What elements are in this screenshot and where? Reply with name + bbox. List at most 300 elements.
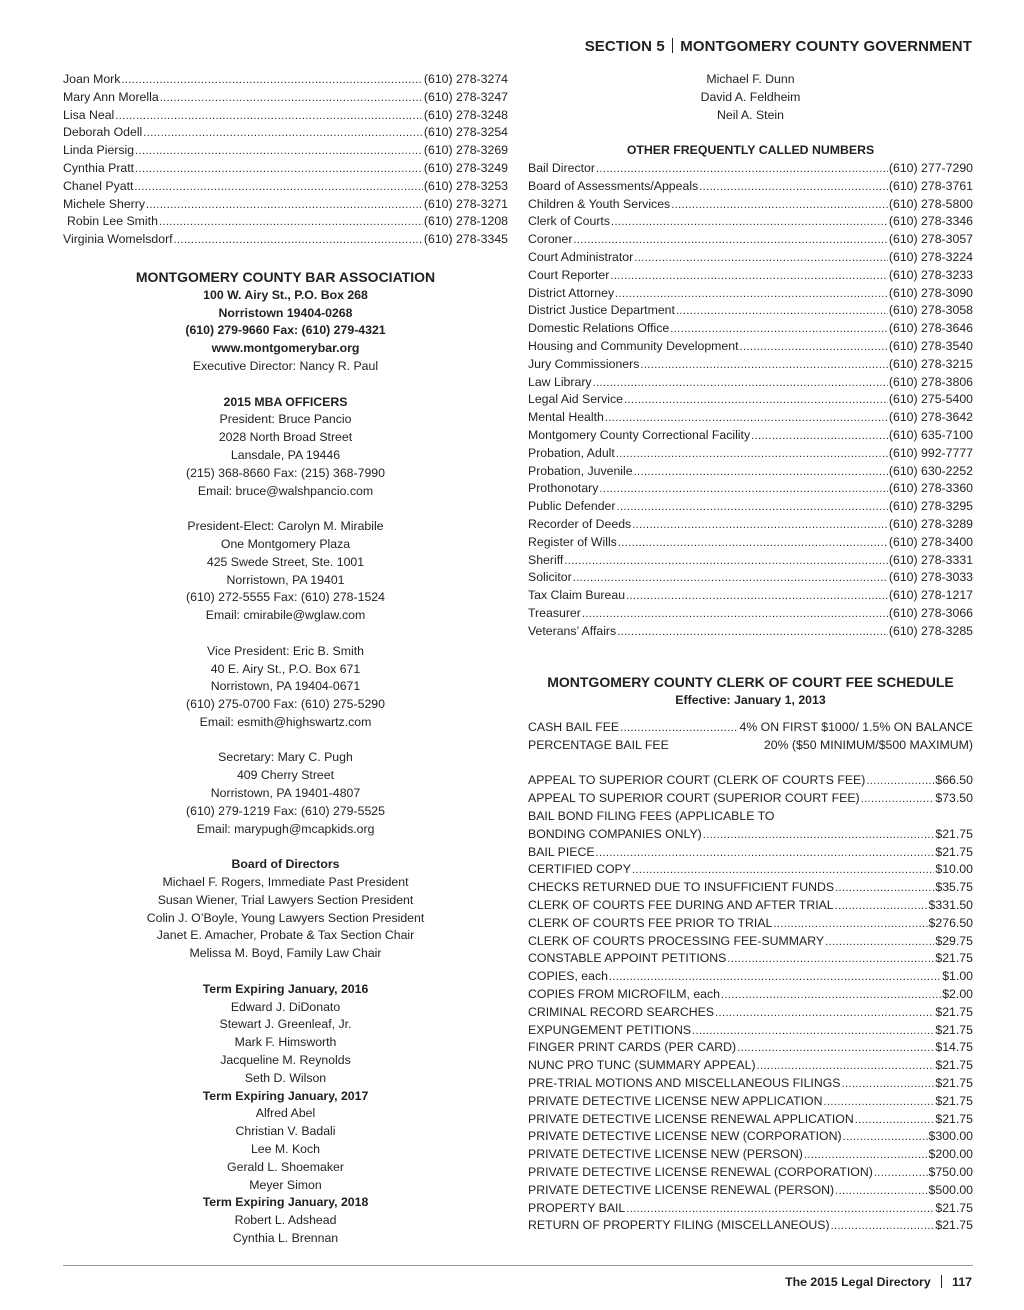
entry-name: CLERK OF COURTS FEE DURING AND AFTER TRIAL <box>528 898 834 913</box>
staff-row <box>63 107 508 125</box>
entry-value: $73.50 <box>935 791 973 806</box>
dot-leader <box>824 1094 935 1111</box>
entry-name: NUNC PRO TUNC (SUMMARY APPEAL) <box>528 1058 756 1073</box>
entry-value: (610) 278-3253 <box>423 178 508 193</box>
footer-rule <box>63 1265 973 1266</box>
entry-name: COPIES, each <box>528 969 608 984</box>
entry-value: (610) 278-3345 <box>423 232 508 247</box>
entry-value: (610) 635-7100 <box>888 427 973 442</box>
entry-name: Robin Lee Smith <box>67 214 158 229</box>
entry-value: (610) 278-3215 <box>888 356 973 371</box>
staff-row <box>63 89 508 107</box>
dot-leader <box>703 827 935 844</box>
text-line: Neil A. Stein <box>717 107 784 122</box>
entry-value: (610) 278-3271 <box>423 196 508 211</box>
dot-leader <box>617 499 888 516</box>
fee-row <box>528 861 973 879</box>
staff-row <box>63 196 508 214</box>
dot-leader <box>715 1005 934 1022</box>
text-line: President-Elect: Carolyn M. Mirabile <box>187 519 384 534</box>
fee-row <box>528 915 973 933</box>
entry-name: PRIVATE DETECTIVE LICENSE NEW (PERSON) <box>528 1147 803 1162</box>
entry-value: $21.75 <box>935 826 973 841</box>
entry-value: (610) 278-3247 <box>423 89 508 104</box>
dot-leader <box>835 898 928 915</box>
dot-leader <box>737 1040 934 1057</box>
entry-value: $500.00 <box>928 1182 973 1197</box>
fee-row <box>528 1128 973 1146</box>
dot-leader <box>632 862 934 879</box>
staff-row <box>63 124 508 142</box>
entry-value: $2.00 <box>942 987 973 1002</box>
fee-list-2 <box>528 826 973 1235</box>
dot-leader <box>121 72 422 89</box>
dot-leader <box>624 392 888 409</box>
other-numbers-list <box>528 160 973 641</box>
phone-row <box>528 534 973 552</box>
fee-value: 20% ($50 MINIMUM/$500 MAXIMUM) <box>763 737 973 752</box>
text-line: David A. Feldheim <box>700 89 801 104</box>
fee-row <box>528 844 973 862</box>
entry-value: (610) 278-3806 <box>888 374 973 389</box>
fee-schedule-effective: Effective: January 1, 2013 <box>675 693 826 708</box>
dot-leader <box>146 197 423 214</box>
fee-row <box>528 968 973 986</box>
fee-row <box>528 950 973 968</box>
entry-value: $21.75 <box>935 1093 973 1108</box>
text-line: 40 E. Airy St., P.O. Box 671 <box>210 661 361 676</box>
entry-name: Domestic Relations Office <box>528 321 670 336</box>
dot-leader <box>160 90 423 107</box>
dot-leader <box>616 446 888 463</box>
entry-name: Children & Youth Services <box>528 196 671 211</box>
phone-row <box>528 587 973 605</box>
fee-row <box>528 1217 973 1235</box>
entry-value: (610) 278-3274 <box>423 72 508 86</box>
entry-name: APPEAL TO SUPERIOR COURT (CLERK OF COURTS FEE) <box>528 773 866 788</box>
entry-name: CONSTABLE APPOINT PETITIONS <box>528 951 727 966</box>
dot-leader <box>835 880 934 897</box>
dot-leader <box>610 268 888 285</box>
dot-leader <box>855 1112 935 1129</box>
staff-row <box>63 178 508 196</box>
officer-president <box>63 411 508 500</box>
entry-name: Clerk of Courts <box>528 214 611 229</box>
entry-value: $21.75 <box>935 1004 973 1019</box>
phone-row <box>528 302 973 320</box>
entry-name: Probation, Adult <box>528 445 615 460</box>
phone-row <box>528 391 973 409</box>
entry-name: Michele Sherry <box>63 196 146 211</box>
text-line: Jacqueline M. Reynolds <box>220 1053 351 1068</box>
entry-value: (610) 278-3285 <box>888 623 973 638</box>
entry-value: (610) 278-1217 <box>888 588 973 603</box>
entry-value: $276.50 <box>928 915 973 930</box>
entry-value: $21.75 <box>935 1200 973 1215</box>
dot-leader <box>874 1165 928 1182</box>
board-members <box>63 874 508 963</box>
entry-name: Lisa Neal <box>63 107 115 122</box>
text-line: Vice President: Eric B. Smith <box>207 643 364 658</box>
dot-leader <box>773 916 927 933</box>
fee-name: CASH BAIL FEE <box>528 720 620 735</box>
entry-name: CRIMINAL RECORD SEARCHES <box>528 1004 715 1019</box>
officers-title: 2015 MBA OFFICERS <box>223 394 348 409</box>
text-line: Norristown, PA 19401 <box>226 572 345 587</box>
fee-row <box>528 772 973 790</box>
phone-row <box>528 463 973 481</box>
entry-name: District Justice Department <box>528 303 675 318</box>
dot-leader <box>605 410 888 427</box>
entry-value: (610) 278-3540 <box>888 338 973 353</box>
phone-row <box>528 623 973 641</box>
fee-row <box>528 1039 973 1057</box>
entry-value: (610) 278-3254 <box>423 125 508 140</box>
dot-leader <box>599 481 887 498</box>
entry-value: (610) 278-3646 <box>888 321 973 336</box>
entry-value: $21.75 <box>935 1058 973 1073</box>
phone-row <box>528 480 973 498</box>
page-header <box>585 38 972 55</box>
entry-value: (610) 278-3249 <box>423 160 508 175</box>
entry-value: (610) 278-3058 <box>888 303 973 318</box>
footer-divider <box>941 1275 943 1288</box>
entry-name: Recorder of Deeds <box>528 516 632 531</box>
officer-president-elect <box>63 518 508 625</box>
fee-row <box>528 790 973 808</box>
fee-row <box>528 1075 973 1093</box>
text-line: Email: esmith@highswartz.com <box>199 714 372 729</box>
term-2016-members <box>63 999 508 1088</box>
dot-leader <box>825 934 934 951</box>
entry-name: BONDING COMPANIES ONLY) <box>528 826 702 841</box>
entry-value: (610) 278-3066 <box>888 605 973 620</box>
entry-value: (610) 278-3346 <box>888 214 973 229</box>
entry-name: PRE-TRIAL MOTIONS AND MISCELLANEOUS FILINGS <box>528 1076 841 1091</box>
entry-value: (610) 275-5400 <box>888 392 973 407</box>
entry-name: Chanel Pyatt <box>63 178 134 193</box>
dot-leader <box>615 286 888 303</box>
phone-row <box>528 516 973 534</box>
entry-name: Public Defender <box>528 499 616 514</box>
entry-name: Joan Mork <box>63 72 121 86</box>
phone-row <box>528 249 973 267</box>
text-line: Janet E. Amacher, Probate & Tax Section Chair <box>156 928 415 943</box>
fee-row <box>528 826 973 844</box>
dot-leader <box>676 303 888 320</box>
phone-row <box>528 267 973 285</box>
right-column <box>528 71 973 1235</box>
entry-value: $21.75 <box>935 844 973 859</box>
dot-leader <box>582 606 888 623</box>
text-line: Michael F. Dunn <box>706 72 795 86</box>
entry-value: (610) 278-3642 <box>888 410 973 425</box>
dot-leader <box>804 1147 928 1164</box>
bar-website: www.montgomerybar.org <box>211 341 360 356</box>
dot-leader <box>573 570 888 587</box>
entry-value: (610) 278-3400 <box>888 534 973 549</box>
entry-name: CLERK OF COURTS FEE PRIOR TO TRIAL <box>528 915 773 930</box>
entry-name: Virginia Womelsdorf <box>63 232 173 247</box>
text-line: One Montgomery Plaza <box>220 536 351 551</box>
text-line: Robert L. Adshead <box>234 1213 337 1228</box>
fee-row <box>528 1022 973 1040</box>
dot-leader <box>609 969 941 986</box>
phone-row <box>528 552 973 570</box>
dot-leader <box>611 214 888 231</box>
phone-row <box>528 285 973 303</box>
dot-leader <box>692 1023 934 1040</box>
entry-name: Sheriff <box>528 552 564 567</box>
staff-row <box>63 71 508 89</box>
dot-leader <box>699 179 888 196</box>
fee-value: 4% ON FIRST $1000/ 1.5% ON BALANCE <box>739 720 973 735</box>
text-line: President: Bruce Pancio <box>219 412 352 427</box>
fee-row <box>528 986 973 1004</box>
entry-name: PRIVATE DETECTIVE LICENSE RENEWAL APPLICATION <box>528 1111 854 1126</box>
text-line: Gerald L. Shoemaker <box>227 1159 344 1174</box>
entry-value: $21.75 <box>935 1022 973 1037</box>
entry-name: COPIES FROM MICROFILM, each <box>528 987 720 1002</box>
entry-name: Housing and Community Development <box>528 338 739 353</box>
other-numbers-title: OTHER FREQUENTLY CALLED NUMBERS <box>626 143 875 158</box>
fee-row <box>528 1200 973 1218</box>
fee-row <box>528 1057 973 1075</box>
text-line: (610) 279-1219 Fax: (610) 279-5525 <box>186 803 385 818</box>
dot-leader <box>740 339 888 356</box>
dot-leader <box>632 517 888 534</box>
fee-list-1 <box>528 772 973 808</box>
text-line: 2028 North Broad Street <box>218 430 353 445</box>
phone-row <box>528 409 973 427</box>
entry-value: (610) 278-3761 <box>888 178 973 193</box>
dot-leader <box>135 161 423 178</box>
dot-leader <box>861 791 935 808</box>
officer-vice-president <box>63 643 508 732</box>
entry-value: $14.75 <box>935 1040 973 1055</box>
text-line: Norristown, PA 19401-4807 <box>210 786 361 801</box>
dot-leader <box>620 720 738 737</box>
page-number: 117 <box>952 1275 972 1289</box>
bail-bond-line: BAIL BOND FILING FEES (APPLICABLE TO <box>528 809 775 824</box>
text-line: Lansdale, PA 19446 <box>230 447 341 462</box>
entry-value: (610) 278-3269 <box>423 143 508 158</box>
entry-name: APPEAL TO SUPERIOR COURT (SUPERIOR COURT FEE) <box>528 791 860 806</box>
entry-name: Jury Commissioners <box>528 356 640 371</box>
entry-name: Prothonotary <box>528 481 599 496</box>
footer-title: The 2015 Legal Directory <box>785 1275 931 1289</box>
dot-leader <box>670 321 888 338</box>
entry-value: (610) 278-3033 <box>888 570 973 585</box>
dot-leader <box>573 232 887 249</box>
entry-value: $21.75 <box>935 1218 973 1233</box>
entry-name: RETURN OF PROPERTY FILING (MISCELLANEOUS) <box>528 1218 830 1233</box>
text-line: (610) 272-5555 Fax: (610) 278-1524 <box>186 590 385 605</box>
page-footer <box>785 1275 972 1289</box>
entry-value: (610) 278-5800 <box>888 196 973 211</box>
entry-name: BAIL PIECE <box>528 844 595 859</box>
fee-row <box>528 879 973 897</box>
term-2017-title: Term Expiring January, 2017 <box>202 1088 369 1103</box>
text-line: Alfred Abel <box>255 1106 316 1121</box>
dot-leader <box>727 951 934 968</box>
entry-name: PRIVATE DETECTIVE LICENSE NEW (CORPORATION) <box>528 1129 842 1144</box>
dot-leader <box>596 161 888 178</box>
fee-row <box>528 933 973 951</box>
dot-leader <box>174 232 423 249</box>
entry-name: Board of Assessments/Appeals <box>528 178 699 193</box>
entry-name: CHECKS RETURNED DUE TO INSUFFICIENT FUNDS <box>528 880 835 895</box>
term-2018-title: Term Expiring January, 2018 <box>202 1195 369 1210</box>
dot-leader <box>115 108 423 125</box>
entry-value: (610) 278-3295 <box>888 499 973 514</box>
entry-value: $29.75 <box>935 933 973 948</box>
entry-value: (610) 278-3360 <box>888 481 973 496</box>
entry-name: Montgomery County Correctional Facility <box>528 427 751 442</box>
entry-value: $10.00 <box>935 862 973 877</box>
left-column <box>63 71 508 1248</box>
entry-name: Probation, Juvenile <box>528 463 633 478</box>
text-line: Edward J. DiDonato <box>230 999 341 1014</box>
phone-row <box>528 356 973 374</box>
phone-row <box>528 196 973 214</box>
entry-name: CLERK OF COURTS PROCESSING FEE-SUMMARY <box>528 933 825 948</box>
bar-executive-director: Executive Director: Nancy R. Paul <box>192 358 379 373</box>
dot-leader <box>640 357 888 374</box>
dot-leader <box>757 1058 935 1075</box>
entry-name: Mary Ann Morella <box>63 89 159 104</box>
entry-value: (610) 278-3289 <box>888 516 973 531</box>
entry-value: $21.75 <box>935 951 973 966</box>
text-line: Mark F. Himsworth <box>234 1035 337 1050</box>
phone-row <box>528 498 973 516</box>
phone-row <box>528 445 973 463</box>
dot-leader <box>831 1218 935 1235</box>
entry-value: $21.75 <box>935 1111 973 1126</box>
entry-value: $200.00 <box>928 1147 973 1162</box>
fee-row <box>528 1004 973 1022</box>
phone-row <box>528 160 973 178</box>
entry-name: PRIVATE DETECTIVE LICENSE NEW APPLICATION <box>528 1093 823 1108</box>
entry-value: (610) 278-3233 <box>888 267 973 282</box>
bar-address-1: 100 W. Airy St., P.O. Box 268 <box>203 287 368 302</box>
dot-leader <box>626 588 888 605</box>
text-line: Meyer Simon <box>249 1177 322 1192</box>
fee-row <box>528 1146 973 1164</box>
officer-secretary <box>63 749 508 838</box>
entry-value: (610) 278-3224 <box>888 249 973 264</box>
entry-value: (610) 277-7290 <box>888 160 973 175</box>
entry-value: $1.00 <box>942 969 973 984</box>
entry-name: CERTIFIED COPY <box>528 862 631 877</box>
text-line: Email: cmirabile@wglaw.com <box>205 608 366 623</box>
entry-name: Veterans’ Affairs <box>528 623 617 638</box>
entry-name: District Attorney <box>528 285 615 300</box>
text-line: Melissa M. Boyd, Family Law Chair <box>189 946 382 961</box>
entry-name: Cynthia Pratt <box>63 160 135 175</box>
text-line: (215) 368-8660 Fax: (215) 368-7990 <box>186 465 385 480</box>
entry-value: $331.50 <box>928 898 973 913</box>
staff-list <box>63 71 508 249</box>
entry-name: PROPERTY BAIL <box>528 1200 626 1215</box>
staff-row <box>63 142 508 160</box>
staff-row <box>63 231 508 249</box>
entry-value: $750.00 <box>928 1165 973 1180</box>
entry-name: Coroner <box>528 232 573 247</box>
section-title: MONTGOMERY COUNTY GOVERNMENT <box>680 38 972 55</box>
fee-row <box>528 897 973 915</box>
phone-row <box>528 320 973 338</box>
dot-leader <box>618 535 888 552</box>
dot-leader <box>671 197 888 214</box>
dot-leader <box>134 179 422 196</box>
entry-name: Register of Wills <box>528 534 617 549</box>
dot-leader <box>596 845 935 862</box>
staff-row <box>63 213 508 231</box>
dot-leader <box>751 428 888 445</box>
entry-name: Court Administrator <box>528 249 634 264</box>
entry-name: Court Reporter <box>528 267 610 282</box>
text-line: Colin J. O’Boyle, Young Lawyers Section President <box>146 910 425 925</box>
text-line: Secretary: Mary C. Pugh <box>218 750 353 765</box>
phone-row <box>528 213 973 231</box>
text-line: Email: bruce@walshpancio.com <box>197 483 374 498</box>
entry-name: PRIVATE DETECTIVE LICENSE RENEWAL (PERSON) <box>528 1182 835 1197</box>
term-2017-members <box>63 1105 508 1194</box>
term-2016-title: Term Expiring January, 2016 <box>202 981 369 996</box>
dot-leader <box>593 375 888 392</box>
text-line: Michael F. Rogers, Immediate Past President <box>162 875 409 890</box>
phone-row <box>528 374 973 392</box>
entry-name: Solicitor <box>528 570 572 585</box>
dot-leader <box>866 773 934 790</box>
dot-leader <box>634 464 888 481</box>
entry-name: PRIVATE DETECTIVE LICENSE RENEWAL (CORPORATION) <box>528 1165 873 1180</box>
entry-name: Law Library <box>528 374 592 389</box>
dot-leader <box>564 553 888 570</box>
entry-value: $35.75 <box>935 880 973 895</box>
dot-leader <box>843 1129 928 1146</box>
text-line: Seth D. Wilson <box>244 1070 327 1085</box>
board-title: Board of Directors <box>231 857 340 872</box>
entry-value: (610) 278-3331 <box>888 552 973 567</box>
fee-row <box>528 1111 973 1129</box>
fee-name: PERCENTAGE BAIL FEE <box>528 737 669 752</box>
phone-row <box>528 427 973 445</box>
text-line: Susan Wiener, Trial Lawyers Section President <box>157 892 414 907</box>
phone-row <box>528 569 973 587</box>
entry-name: Tax Claim Bureau <box>528 588 626 603</box>
fee-schedule-title: MONTGOMERY COUNTY CLERK OF COURT FEE SCHEDULE <box>547 674 954 691</box>
dot-leader <box>143 125 423 142</box>
dot-leader <box>634 250 888 267</box>
fee-row <box>528 1182 973 1200</box>
text-line: Lee M. Koch <box>250 1142 321 1157</box>
bar-address-2: Norristown 19404-0268 <box>218 305 353 320</box>
entry-name: Linda Piersig <box>63 143 135 158</box>
text-line: Cynthia L. Brennan <box>232 1231 339 1245</box>
dot-leader <box>626 1201 934 1218</box>
text-line: Stewart J. Greenleaf, Jr. <box>219 1017 352 1032</box>
bar-phones: (610) 279-9660 Fax: (610) 279-4321 <box>185 323 386 338</box>
entry-value: (610) 278-3057 <box>888 232 973 247</box>
dot-leader <box>721 987 941 1004</box>
text-line: Christian V. Badali <box>235 1124 336 1139</box>
dot-leader <box>617 624 888 641</box>
entry-value: (610) 278-1208 <box>423 214 508 229</box>
text-line: Email: marypugh@mcapkids.org <box>196 821 375 836</box>
entry-value: $66.50 <box>935 773 973 788</box>
